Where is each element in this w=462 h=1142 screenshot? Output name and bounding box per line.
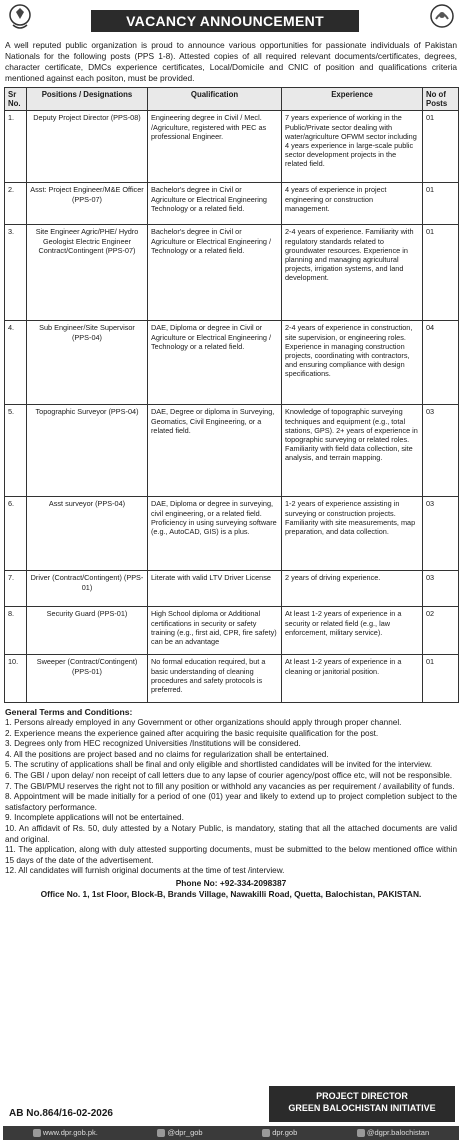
initiative-name: GREEN BALOCHISTAN INITIATIVE xyxy=(288,1103,436,1113)
government-emblem-icon xyxy=(7,3,33,31)
col-position: Positions / Designations xyxy=(27,88,148,111)
col-sr: Sr No. xyxy=(5,88,27,111)
experience-cell: 1-2 years of experience assisting in surveying or construction projects. Familiarity with site measurements, map preparation, and data collection. xyxy=(282,497,423,571)
experience-cell: Knowledge of topographic surveying techniques and equipment (e.g., total stations, GPS). 2+ years of experience in topographic surveying or related roles. Familiarity with field data collection, site analysis, and terrain mapping. xyxy=(282,405,423,497)
qualification-cell: High School diploma or Additional certifications in security or safety training (e.g., first aid, CPR, fire safety) can be an advantage xyxy=(148,607,282,655)
term-item: 2. Experience means the experience gained after acquiring the basic requisite qualification for the post. xyxy=(5,728,379,738)
col-experience: Experience xyxy=(282,88,423,111)
position-cell: Sub Engineer/Site Supervisor (PPS-04) xyxy=(27,321,148,405)
experience-cell: 7 years experience of working in the Public/Private sector dealing with water/agriculture OFWM sector including 4 years experience in large-scale public sector development projects in the related field. xyxy=(282,111,423,183)
position-cell: Site Engineer Agric/PHE/ Hydro Geologist Electric Engineer Contract/Contingent (PPS-07) xyxy=(27,225,148,321)
qualification-cell: Bachelor's degree in Civil or Agriculture or Electrical Engineering Technology or a related field. xyxy=(148,183,282,225)
ab-number: AB No.864/16-02-2026 xyxy=(9,1108,113,1119)
qualification-cell: DAE, Diploma or degree in surveying, civil engineering, or a related field. Proficiency in using surveying software (e.g., AutoCAD, GIS) is a plus. xyxy=(148,497,282,571)
intro-paragraph: A well reputed public organization is proud to announce various opportunities for passionate individuals of Pakistan Nationals for the following posts (PPS 1-8). Attested copies of all required relevant documents/certificates, degrees, character certificate, DMCs experience certificates, Local/Domicile and CNIC of position and qualifications criteria mentioned against each positon, must be provided. xyxy=(5,40,457,83)
twitter-icon xyxy=(157,1129,165,1137)
qualification-cell: DAE, Diploma or degree in Civil or Agriculture or Electrical Engineering / Technology or a related field. xyxy=(148,321,282,405)
table-row xyxy=(5,405,459,497)
header xyxy=(3,2,459,38)
experience-cell: At least 1-2 years of experience in a cleaning or janitorial position. xyxy=(282,655,423,703)
posts-cell: 01 xyxy=(423,655,459,703)
footer xyxy=(3,1086,459,1140)
qualification-cell: Literate with valid LTV Driver License xyxy=(148,571,282,607)
twitter-link[interactable] xyxy=(157,1126,202,1140)
page-title: VACANCY ANNOUNCEMENT xyxy=(91,10,359,32)
position-cell: Asst: Project Engineer/M&E Officer (PPS-07) xyxy=(27,183,148,225)
posts-cell: 02 xyxy=(423,607,459,655)
instagram-text: dpr.gob xyxy=(272,1128,298,1137)
posts-cell: 03 xyxy=(423,571,459,607)
facebook-icon xyxy=(357,1129,365,1137)
phone-number: Phone No: +92-334-2098387 xyxy=(175,877,287,888)
sr-cell: 3. xyxy=(5,225,27,321)
instagram-link[interactable] xyxy=(262,1126,297,1140)
director-title: PROJECT DIRECTOR xyxy=(316,1091,408,1101)
table-row xyxy=(5,111,459,183)
term-item: 3. Degrees only from HEC recognized Universities /Institutions will be considered. xyxy=(5,739,301,749)
website-link[interactable] xyxy=(33,1126,98,1140)
website-text: www.dpr.gob.pk. xyxy=(42,1128,98,1137)
posts-cell: 01 xyxy=(423,183,459,225)
director-box xyxy=(269,1086,455,1122)
experience-cell: 2-4 years of experience in construction, site supervision, or engineering roles. Experience in managing construction projects, coordinating with contractors, and ensuring compliance with design specifications. xyxy=(282,321,423,405)
qualification-cell: Bachelor's degree in Civil or Agriculture or Electrical Engineering / Technology or a related field. xyxy=(148,225,282,321)
term-item: 9. Incomplete applications will not be entertained. xyxy=(5,813,184,823)
experience-cell: 2 years of driving experience. xyxy=(282,571,423,607)
sr-cell: 5. xyxy=(5,405,27,497)
term-item: 11. The application, along with duly attested supporting documents, must be submitted to the below mentioned office within 15 days of the date of the advertisement. xyxy=(5,845,457,865)
experience-cell: At least 1-2 years of experience in a security or related field (e.g., law enforcement, military service). xyxy=(282,607,423,655)
qualification-cell: Engineering degree in Civil / Mecl. /Agriculture, registered with PEC as professional Engineer. xyxy=(148,111,282,183)
position-cell: Deputy Project Director (PPS-08) xyxy=(27,111,148,183)
table-row xyxy=(5,655,459,703)
col-qualification: Qualification xyxy=(148,88,282,111)
term-item: 5. The scrutiny of applications shall be final and only eligible and shortlisted candidates will be invited for the interview. xyxy=(5,760,433,770)
terms-heading: General Terms and Conditions: xyxy=(5,707,133,718)
globe-icon xyxy=(33,1129,41,1137)
advertisement-page xyxy=(3,2,459,1140)
position-cell: Sweeper (Contract/Contingent) (PPS-01) xyxy=(27,655,148,703)
posts-cell: 04 xyxy=(423,321,459,405)
vacancy-table xyxy=(4,87,459,703)
posts-cell: 03 xyxy=(423,497,459,571)
table-header-row xyxy=(5,88,459,111)
experience-cell: 2-4 years of experience. Familiarity with regulatory standards related to groundwater resources. Experience in planning and managing agricultural projects, irrigation systems, and land development. xyxy=(282,225,423,321)
position-cell: Security Guard (PPS-01) xyxy=(27,607,148,655)
sr-cell: 7. xyxy=(5,571,27,607)
position-cell: Driver (Contract/Contingent) (PPS-01) xyxy=(27,571,148,607)
sr-cell: 8. xyxy=(5,607,27,655)
twitter-text: @dpr_gob xyxy=(167,1128,203,1137)
col-posts: No of Posts xyxy=(423,88,459,111)
qualification-cell: DAE, Degree or diploma in Surveying, Geomatics, Civil Engineering, or a related field. xyxy=(148,405,282,497)
sr-cell: 4. xyxy=(5,321,27,405)
sr-cell: 1. xyxy=(5,111,27,183)
instagram-icon xyxy=(262,1129,270,1137)
posts-cell: 01 xyxy=(423,111,459,183)
office-address: Office No. 1, 1st Floor, Block-B, Brands Village, Nawakilli Road, Quetta, Balochistan, PAKISTAN. xyxy=(40,888,422,899)
qualification-cell: No formal education required, but a basic understanding of cleaning procedures and safety protocols is preferred. xyxy=(148,655,282,703)
position-cell: Topographic Surveyor (PPS-04) xyxy=(27,405,148,497)
table-row xyxy=(5,183,459,225)
terms-section xyxy=(5,707,457,877)
term-item: 6. The GBI / upon delay/ non receipt of call letters due to any lapse of courier agency/post office etc, will not be responsible. xyxy=(5,770,453,780)
term-item: 8. Appointment will be made initially for a period of one (01) year and likely to extend up to project completion subject to the satisfactory performance. xyxy=(5,792,457,812)
table-row xyxy=(5,225,459,321)
facebook-text: @dgpr.balochistan xyxy=(366,1128,430,1137)
sr-cell: 10. xyxy=(5,655,27,703)
position-cell: Asst surveyor (PPS-04) xyxy=(27,497,148,571)
term-item: 7. The GBI/PMU reserves the right not to fill any position or withhold any vacancies as per requirement / availability of funds. xyxy=(5,781,455,791)
posts-cell: 03 xyxy=(423,405,459,497)
experience-cell: 4 years of experience in project engineering or construction management. xyxy=(282,183,423,225)
term-item: 10. An affidavit of Rs. 50, duly attested by a Notary Public, is mandatory, stating that all the attached documents are valid and original. xyxy=(5,823,457,844)
table-row xyxy=(5,321,459,405)
sr-cell: 2. xyxy=(5,183,27,225)
facebook-link[interactable] xyxy=(357,1126,429,1140)
social-bar xyxy=(3,1126,459,1140)
table-row xyxy=(5,497,459,571)
posts-cell: 01 xyxy=(423,225,459,321)
term-item: 4. All the positions are project based and no claims for regularization shall be entertained. xyxy=(5,749,329,759)
initiative-logo-icon xyxy=(429,3,455,31)
table-row xyxy=(5,571,459,607)
contact-block xyxy=(3,878,459,900)
sr-cell: 6. xyxy=(5,497,27,571)
table-row xyxy=(5,607,459,655)
term-item: 12. All candidates will furnish original documents at the time of test /interview. xyxy=(5,866,285,876)
term-item: 1. Persons already employed in any Government or other organizations should apply through proper channel. xyxy=(5,718,402,727)
